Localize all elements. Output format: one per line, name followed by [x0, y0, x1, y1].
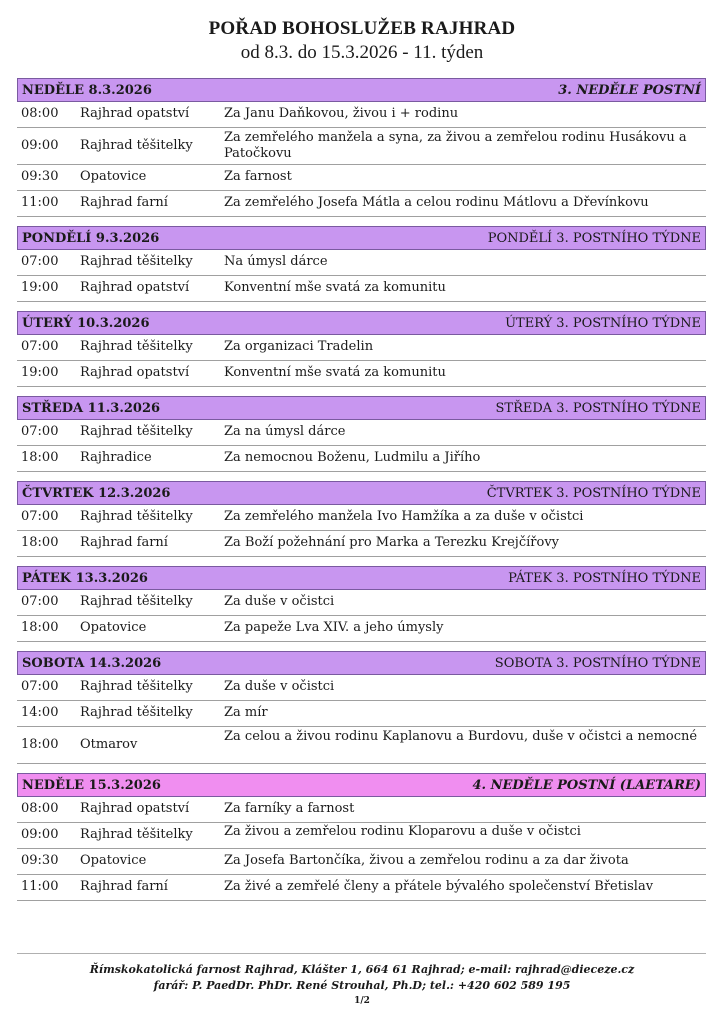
- liturgical-day-title: PONDĚLÍ 3. POSTNÍHO TÝDNE: [487, 230, 701, 246]
- mass-place: Opatovice: [80, 620, 147, 635]
- mass-place: Rajhrad opatství: [80, 801, 190, 816]
- mass-place: Rajhrad těšitelky: [80, 138, 193, 153]
- mass-row: [17, 165, 706, 191]
- footer-address: Římskokatolická farnost Rajhrad, Klášter 1, 664 61 Rajhrad; e-mail: rajhrad@dieceze.cz: [89, 963, 635, 976]
- day-header: [17, 311, 706, 335]
- day-spacer: [17, 764, 706, 773]
- mass-intention: Za zemřelého manžela Ivo Hamžíka a za duše v očistci: [224, 509, 584, 524]
- mass-intention: Za farnost: [224, 169, 292, 184]
- mass-time: 18:00: [21, 620, 59, 635]
- liturgical-day-title: PÁTEK 3. POSTNÍHO TÝDNE: [508, 570, 701, 586]
- liturgical-day-title: 4. NEDĚLE POSTNÍ (LAETARE): [472, 777, 701, 793]
- mass-place: Rajhrad opatství: [80, 106, 190, 121]
- mass-intention: Za nemocnou Boženu, Ludmilu a Jiřího: [224, 450, 481, 465]
- mass-intention: Za duše v očistci: [224, 679, 335, 694]
- mass-time: 08:00: [21, 106, 59, 121]
- mass-place: Otmarov: [80, 737, 138, 752]
- mass-row: [17, 102, 706, 128]
- mass-intention: Za zemřelého manžela a syna, za živou a zemřelou rodinu Husákovu a Patočkovu: [224, 130, 687, 161]
- mass-time: 18:00: [21, 450, 59, 465]
- mass-intention: Za Josefa Bartončíka, živou a zemřelou rodinu a za dar života: [224, 853, 629, 868]
- mass-row: [17, 875, 706, 901]
- day-date: PONDĚLÍ 9.3.2026: [22, 230, 160, 246]
- mass-intention: Za organizaci Tradelin: [224, 339, 374, 354]
- day-spacer: [17, 557, 706, 566]
- mass-row: [17, 823, 706, 849]
- day-header: [17, 773, 706, 797]
- mass-place: Rajhrad farní: [80, 535, 168, 550]
- mass-intention: Za mír: [224, 705, 268, 720]
- day-date: ÚTERÝ 10.3.2026: [22, 315, 150, 331]
- footer-divider: [17, 953, 706, 954]
- mass-place: Rajhrad těšitelky: [80, 254, 193, 269]
- mass-place: Opatovice: [80, 853, 147, 868]
- mass-place: Rajhrad opatství: [80, 365, 190, 380]
- mass-place: Rajhrad těšitelky: [80, 339, 193, 354]
- mass-intention: Za Boží požehnání pro Marka a Terezku Krejčířovy: [224, 535, 560, 550]
- mass-row: [17, 335, 706, 361]
- mass-intention: Konventní mše svatá za komunitu: [224, 280, 446, 295]
- liturgical-day-title: ČTVRTEK 3. POSTNÍHO TÝDNE: [486, 485, 701, 501]
- mass-time: 19:00: [21, 365, 59, 380]
- mass-place: Rajhrad těšitelky: [80, 705, 193, 720]
- mass-row: [17, 128, 706, 165]
- mass-place: Opatovice: [80, 169, 147, 184]
- mass-row: [17, 797, 706, 823]
- mass-time: 07:00: [21, 679, 59, 694]
- page-number: 1/2: [354, 996, 370, 1006]
- liturgical-day-title: SOBOTA 3. POSTNÍHO TÝDNE: [494, 655, 701, 671]
- mass-row: [17, 727, 706, 764]
- mass-row: [17, 849, 706, 875]
- mass-place: Rajhrad těšitelky: [80, 827, 193, 842]
- mass-time: 19:00: [21, 280, 59, 295]
- liturgical-day-title: ÚTERÝ 3. POSTNÍHO TÝDNE: [505, 315, 701, 331]
- day-spacer: [17, 472, 706, 481]
- day-header: [17, 396, 706, 420]
- day-date: STŘEDA 11.3.2026: [22, 400, 161, 416]
- mass-intention: Za papeže Lva XIV. a jeho úmysly: [224, 620, 444, 635]
- mass-time: 18:00: [21, 737, 59, 752]
- schedule-table: [17, 78, 706, 910]
- liturgical-day-title: STŘEDA 3. POSTNÍHO TÝDNE: [495, 400, 701, 416]
- day-header: [17, 566, 706, 590]
- mass-row: [17, 361, 706, 387]
- day-date: SOBOTA 14.3.2026: [22, 655, 162, 671]
- mass-row: [17, 616, 706, 642]
- mass-row: [17, 701, 706, 727]
- mass-time: 08:00: [21, 801, 59, 816]
- day-date: NEDĚLE 15.3.2026: [22, 777, 161, 793]
- page-subtitle: od 8.3. do 15.3.2026 - 11. týden: [240, 42, 484, 63]
- mass-row: [17, 675, 706, 701]
- mass-row: [17, 250, 706, 276]
- liturgical-day-title: 3. NEDĚLE POSTNÍ: [558, 82, 701, 98]
- mass-time: 14:00: [21, 705, 59, 720]
- mass-intention: Za živou a zemřelou rodinu Kloparovu a duše v očistci: [224, 824, 581, 839]
- mass-place: Rajhrad farní: [80, 879, 168, 894]
- mass-time: 09:00: [21, 138, 59, 153]
- day-date: NEDĚLE 8.3.2026: [22, 82, 152, 98]
- mass-row: [17, 276, 706, 302]
- mass-time: 07:00: [21, 254, 59, 269]
- mass-time: 07:00: [21, 339, 59, 354]
- mass-row: [17, 191, 706, 217]
- mass-intention: Za zemřelého Josefa Mátla a celou rodinu Mátlovu a Dřevínkovu: [224, 195, 649, 210]
- mass-time: 07:00: [21, 594, 59, 609]
- day-spacer: [17, 387, 706, 396]
- day-spacer: [17, 217, 706, 226]
- mass-time: 09:30: [21, 853, 59, 868]
- day-date: PÁTEK 13.3.2026: [22, 570, 148, 586]
- mass-intention: Konventní mše svatá za komunitu: [224, 365, 446, 380]
- day-spacer: [17, 901, 706, 910]
- mass-row: [17, 505, 706, 531]
- day-header: [17, 651, 706, 675]
- mass-place: Rajhrad těšitelky: [80, 509, 193, 524]
- mass-intention: Za na úmysl dárce: [224, 424, 346, 439]
- mass-intention: Za farníky a farnost: [224, 801, 355, 816]
- mass-place: Rajhradice: [80, 450, 152, 465]
- day-header: [17, 78, 706, 102]
- mass-row: [17, 446, 706, 472]
- day-header: [17, 481, 706, 505]
- day-spacer: [17, 642, 706, 651]
- mass-time: 11:00: [21, 879, 59, 894]
- mass-time: 09:30: [21, 169, 59, 184]
- mass-intention: Za Janu Daňkovou, živou i + rodinu: [224, 106, 459, 121]
- page-title: POŘAD BOHOSLUŽEB RAJHRAD: [208, 18, 516, 39]
- mass-time: 09:00: [21, 827, 59, 842]
- mass-intention: Za celou a živou rodinu Kaplanovu a Burdovu, duše v očistci a nemocné: [224, 729, 698, 744]
- mass-place: Rajhrad těšitelky: [80, 424, 193, 439]
- day-date: ČTVRTEK 12.3.2026: [22, 485, 171, 501]
- mass-time: 07:00: [21, 509, 59, 524]
- mass-intention: Na úmysl dárce: [224, 254, 328, 269]
- footer-contact: farář: P. PaedDr. PhDr. René Strouhal, Ph.D; tel.: +420 602 589 195: [153, 979, 571, 992]
- day-header: [17, 226, 706, 250]
- mass-place: Rajhrad farní: [80, 195, 168, 210]
- day-spacer: [17, 302, 706, 311]
- mass-time: 18:00: [21, 535, 59, 550]
- mass-intention: Za duše v očistci: [224, 594, 335, 609]
- mass-place: Rajhrad opatství: [80, 280, 190, 295]
- mass-intention: Za živé a zemřelé členy a přátele bývalého společenství Břetislav: [224, 879, 654, 894]
- mass-time: 07:00: [21, 424, 59, 439]
- mass-time: 11:00: [21, 195, 59, 210]
- mass-place: Rajhrad těšitelky: [80, 594, 193, 609]
- mass-row: [17, 531, 706, 557]
- mass-row: [17, 420, 706, 446]
- mass-row: [17, 590, 706, 616]
- mass-place: Rajhrad těšitelky: [80, 679, 193, 694]
